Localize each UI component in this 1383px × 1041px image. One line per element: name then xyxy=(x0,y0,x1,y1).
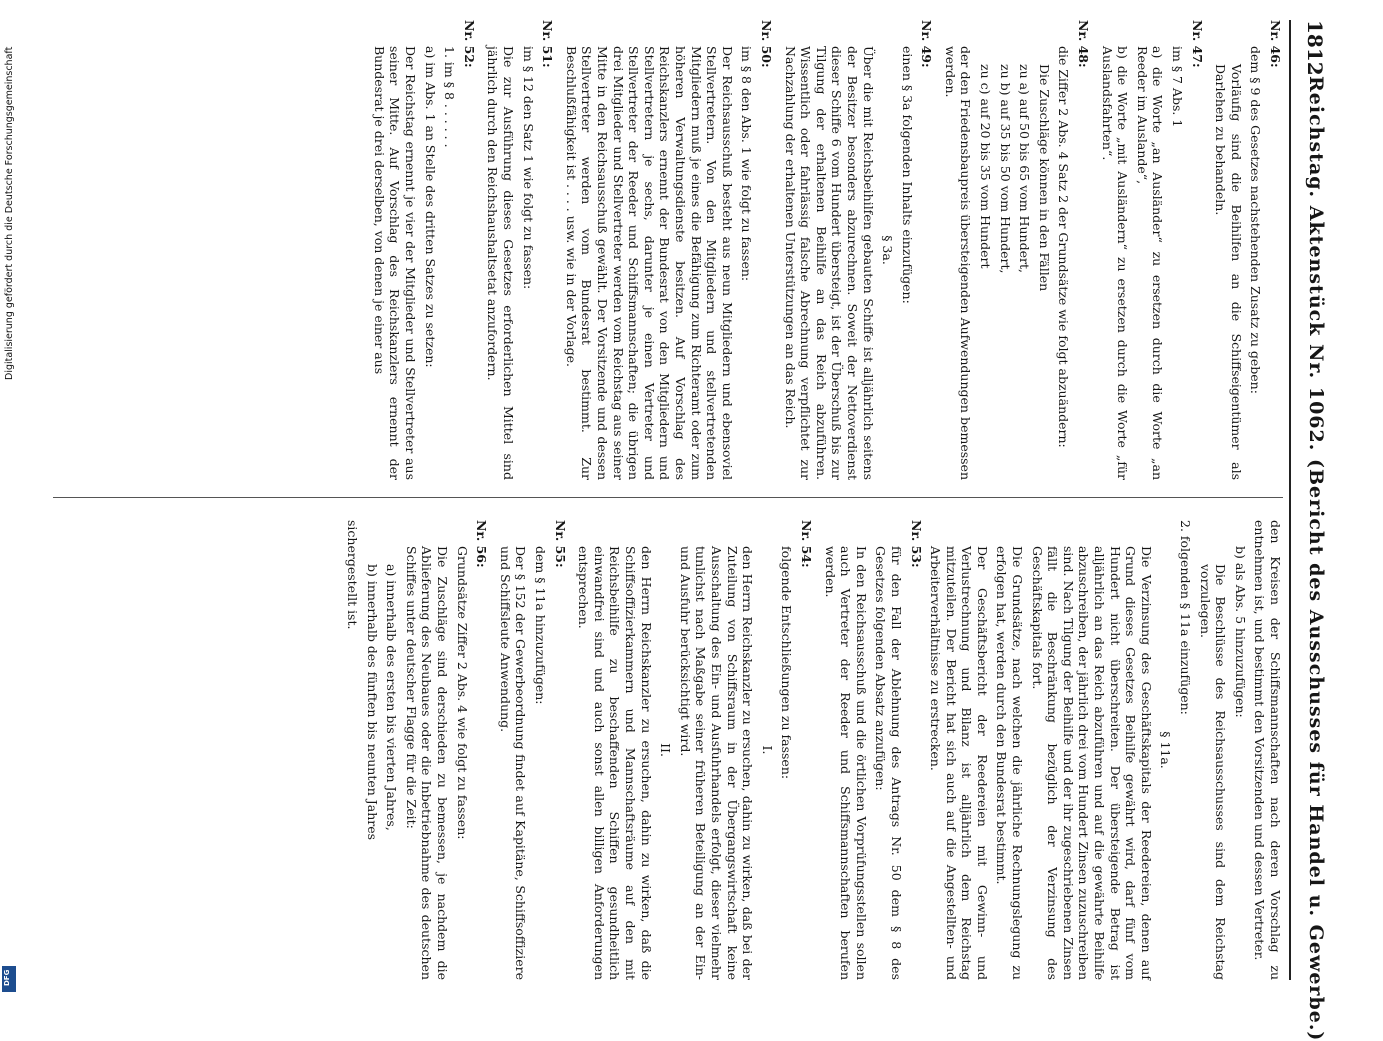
paragraph: a) im Abs. 1 an Stelle des dritten Satzes zu setzen: xyxy=(422,46,438,368)
item-number: Nr. 48: xyxy=(1076,20,1092,68)
paragraph: sichergestellt ist. xyxy=(345,520,361,630)
item-48 xyxy=(942,20,1091,480)
paragraph: Der Geschäftsbericht der Reedereien mit Gewinn- und Verlustrechnung und Bilanz ist alljährlich dem Reichstag mitzuteilen. Der Bericht hat sich auch auf die Angestellten- und Arbeiterverhältnisse zu erstrecken. xyxy=(928,546,990,980)
paragraph: zu b) auf 35 bis 50 vom Hundert, xyxy=(997,64,1013,274)
right-column xyxy=(337,520,1283,980)
paragraph: Die Zuschläge können in den Fällen xyxy=(1036,64,1052,292)
paragraph: Über die mit Reichsbeihilfen gebauten Schiffe ist alljährlich seitens der Besitzer besonders abzurechnen. Soweit der Nettoverdienst dieser Schiffe 6 vom Hundert übersteigt, ist der Überschuß bis zur Tilgung der erhaltenen Beihilfe an das Reich abzuführen. Wissentlich oder fahrlässig falsche Abrechnung verpflichtet zur Nachzahlung der erhaltenen Unterstützungen an das Reich. xyxy=(782,46,876,480)
column-divider xyxy=(53,497,1283,498)
paragraph: die Ziffer 2 Abs. 4 Satz 2 der Grundsätze wie folgt abzuändern: xyxy=(1056,46,1072,448)
paragraph: im § 8 den Abs. 1 wie folgt zu fassen: xyxy=(739,46,755,282)
page-title: Reichstag. Aktenstück Nr. 1062. (Bericht des Ausschusses für Handel u. Gewerbe.) xyxy=(1305,76,1327,1041)
paragraph: den Herrn Reichskanzler zu ersuchen, dahin zu wirken, daß die Schiffsoffizierkammern und Mannschaftsräume auf den mit Reichsbeihilfe zu beschaffenden Schiffen gesundheitlich einwandfrei sind und auch sonst allen billigen Anforderungen entsprechen. xyxy=(576,546,654,980)
left-column xyxy=(363,20,1283,480)
paragraph: a) die Worte „an Ausländer“ zu ersetzen durch die Worte „an Reeder im Auslande“, xyxy=(1134,46,1166,480)
paragraph: Der § 152 der Gewerbeordnung findet auf Kapitäne, Schiffsoffiziere und Schiffsleute Anwendung. xyxy=(497,546,529,980)
section-heading: II. xyxy=(658,743,674,757)
item-number: Nr. 54: xyxy=(798,520,814,568)
paragraph: dem § 11a hinzuzufügen: xyxy=(533,546,549,705)
paragraph: Der Reichsausschuß besteht aus neun Mitgliedern und ebensoviel Stellvertretern. Von den Mitgliedern und stellvertretenden Mitgliedern muß je eines die Befähigung zum Richteramt oder zum höheren Verwaltungsdienste besitzen. Auf Vorschlag des Reichskanzlers ernennt der Bundesrat von den Mitgliedern und Stellvertretern je sechs, darunter je einen Vertreter und Stellvertreter der Reeder und Schiffsmannschaften; die übrigen drei Mitglieder und Stellvertreter werden vom Reichstag aus seiner Mitte in den Reichsausschuß gewählt. Der Vorsitzende und dessen Stellvertreter werden vom Bundesrat bestimmt. Zur Beschlußfähigkeit ist . . . . usw. wie in der Vorlage. xyxy=(563,46,735,480)
paragraph: Die zur Ausführung dieses Gesetzes erforderlichen Mittel sind jährlich durch den Reichshaushaltsetat anzufordern. xyxy=(485,46,517,480)
item-47 xyxy=(1099,20,1205,480)
item-number: Nr. 52: xyxy=(461,20,477,68)
item-55 xyxy=(497,520,567,980)
paragraph: zu a) auf 50 bis 65 vom Hundert, xyxy=(1017,64,1033,273)
item-number: Nr. 53: xyxy=(908,520,924,568)
item-46 xyxy=(1213,20,1283,480)
paragraph: für den Fall der Ablehnung des Antrags Nr. 50 dem § 8 des Gesetzes folgenden Absatz anzufügen: xyxy=(873,546,904,980)
paragraph: im § 12 den Satz 1 wie folgt zu fassen: xyxy=(520,46,536,290)
paragraph: Der Reichstag ernennt je vier der Mitglieder und Stellvertreter aus seiner Mitte. Auf Vorschlag des Reichskanzlers ernennt der Bundesrat je drei derselben, von denen je einer aus xyxy=(371,46,419,480)
item-49 xyxy=(782,20,934,480)
section-heading: § 3a. xyxy=(880,235,896,265)
digitization-credit: Digitalisierung gefördert durch die Deutsche Forschungsgemeinschaft xyxy=(4,46,15,380)
item-number: Nr. 56: xyxy=(474,520,490,568)
paragraph: den Herrn Reichskanzler zu ersuchen, dahin zu wirken, daß bei der Zuteilung von Schiffsraum in der Übergangswirtschaft keine Ausschaltung des Ein- und Ausfuhrhandels erfolgt, dieser vielmehr tunlichst nach Maßgabe seiner früheren Beteiligung an der Ein- und Ausfuhr berücksichtigt wird. xyxy=(677,546,756,980)
paragraph: 2. folgenden § 11a einzufügen: xyxy=(1178,520,1194,715)
paragraph: dem § 9 des Gesetzes nachstehenden Zusatz zu geben: xyxy=(1248,46,1264,394)
item-51 xyxy=(485,20,555,480)
item-53 xyxy=(822,520,924,980)
item-number: Nr. 47: xyxy=(1189,20,1205,68)
item-56 xyxy=(345,520,490,980)
item-number: Nr. 50: xyxy=(758,20,774,68)
paragraph: zu c) auf 20 bis 35 vom Hundert xyxy=(978,64,994,269)
item-number: Nr. 49: xyxy=(919,20,935,68)
dfg-logo-icon: DFG xyxy=(2,966,16,992)
paragraph: den Kreisen der Schiffsmannschaften nach deren Vorschlag zu entnehmen ist, und bestimmt den Vorsitzenden und dessen Vertreter. xyxy=(1252,520,1283,980)
item-52 xyxy=(371,20,477,480)
paragraph: a) innerhalb des ersten bis vierten Jahres, xyxy=(384,564,400,831)
section-heading: I. xyxy=(759,745,775,755)
paragraph: Die Zuschläge sind derschieden zu bemessen, je nachdem die Ablieferung des Neubaues oder die Inbetriebnahme des deutschen Schiffes unter deutscher Flagge für die Zeit: xyxy=(403,546,451,980)
item-50 xyxy=(563,20,774,480)
paragraph: b) als Abs. 5 hinzuzufügen: xyxy=(1232,546,1248,718)
paragraph: b) die Worte „mit Ausländern“ zu ersetzen durch die Worte „für Auslandsfahrten“. xyxy=(1099,46,1131,480)
item-number: Nr. 55: xyxy=(552,520,568,568)
item-number: Nr. 51: xyxy=(540,20,556,68)
scanned-page-rotated xyxy=(43,0,1383,1041)
paragraph: einen § 3a folgenden Inhalts einzufügen: xyxy=(899,46,915,304)
digitization-sidebar xyxy=(0,0,20,1000)
paragraph: Grundsätze Ziffer 2 Abs. 4 wie folgt zu fassen: xyxy=(454,546,470,840)
paragraph: Die Grundsätze, nach welchen die jährliche Rechnungslegung zu erfolgen hat, werden durch den Bundesrat bestimmt. xyxy=(994,546,1026,980)
paragraph: im § 7 Abs. 1 xyxy=(1170,46,1186,128)
section-heading: § 11a. xyxy=(1158,731,1174,769)
item-number: Nr. 46: xyxy=(1268,20,1283,68)
page-header xyxy=(1289,20,1331,1041)
paragraph: Die Beschlüsse des Reichsausschusses sind dem Reichstag vorzulegen. xyxy=(1197,564,1229,980)
paragraph: der den Friedensbaupreis übersteigenden Aufwendungen bemessen werden. xyxy=(942,46,974,480)
item-54 xyxy=(576,520,814,980)
paragraph: In den Reichsausschuß und die örtlichen Vorprüfungsstellen sollen auch Vertreter der Reeder und Schiffsmannschaften berufen werden. xyxy=(822,546,869,980)
page-number: 1812 xyxy=(1303,20,1327,76)
paragraph: Die Verzinsung des Geschäftskapitals der Reedereien, denen auf Grund dieses Gesetzes Beihilfe gewährt wird, darf fünf vom Hundert nicht überschreiten. Der übersteigende Betrag ist alljährlich an das Reich abzuführen und auf die gewährte Beihilfe abzuschreiben, der jährlich drei vom Hundert Zinsen zuzuschreiben sind. Nach Tilgung der Beihilfe und der ihr zugeschriebenen Zinsen fällt die Beschränkung bezüglich der Verzinsung des Geschäftskapitals fort. xyxy=(1029,546,1154,980)
paragraph: folgende Entschließungen zu fassen: xyxy=(779,546,795,780)
paragraph: Vorläufig sind die Beihilfen an die Schiffseigentümer als Darlehen zu behandeln. xyxy=(1213,64,1244,480)
paragraph: 1. im § 8 . . . . . . xyxy=(442,46,458,148)
paragraph: b) innerhalb des fünften bis neunten Jahres xyxy=(364,564,380,841)
